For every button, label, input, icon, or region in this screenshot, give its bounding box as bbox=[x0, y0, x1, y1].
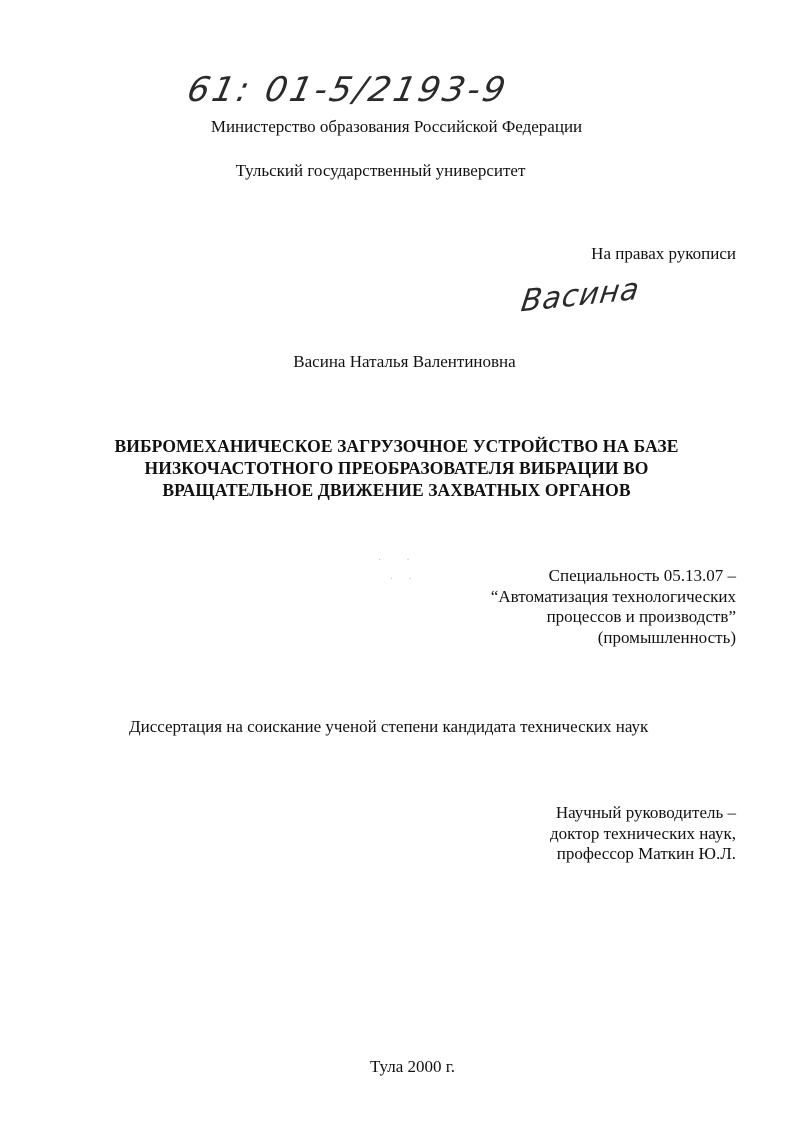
specialty-block bbox=[491, 566, 736, 648]
specialty-line: процессов и производств” bbox=[546, 607, 736, 626]
manuscript-note: На правах рукописи bbox=[591, 244, 736, 263]
title-line: ВИБРОМЕХАНИЧЕСКОЕ ЗАГРУЗОЧНОЕ УСТРОЙСТВО НА БАЗЕ bbox=[114, 436, 679, 456]
specialty-line: Специальность 05.13.07 – bbox=[548, 566, 736, 585]
supervisor-block bbox=[550, 803, 736, 865]
handwritten-archive-number: 61: 01-5/2193-9 bbox=[183, 70, 512, 110]
author-name: Васина Наталья Валентиновна bbox=[293, 352, 516, 371]
specialty-line: “Автоматизация технологических bbox=[490, 586, 736, 606]
dissertation-title bbox=[60, 435, 733, 501]
title-line: ВРАЩАТЕЛЬНОЕ ДВИЖЕНИЕ ЗАХВАТНЫХ ОРГАНОВ bbox=[162, 480, 631, 500]
supervisor-line: профессор Маткин Ю.Л. bbox=[556, 844, 736, 863]
specialty-line: (промышленность) bbox=[597, 627, 736, 647]
scan-noise: · · bbox=[390, 574, 412, 585]
handwritten-signature: Васина bbox=[518, 271, 643, 320]
title-line: НИЗКОЧАСТОТНОГО ПРЕОБРАЗОВАТЕЛЯ ВИБРАЦИИ ВО bbox=[144, 458, 649, 478]
university-name: Тульский государственный университет bbox=[235, 161, 526, 180]
supervisor-line: Научный руководитель – bbox=[555, 803, 736, 822]
supervisor-line: доктор технических наук, bbox=[549, 823, 736, 843]
ministry-name: Министерство образования Российской Федерации bbox=[210, 117, 583, 136]
scan-noise: · · bbox=[378, 555, 410, 566]
dissertation-statement: Диссертация на соискание ученой степени кандидата технических наук bbox=[129, 717, 649, 736]
city-year: Тула 2000 г. bbox=[369, 1057, 456, 1076]
